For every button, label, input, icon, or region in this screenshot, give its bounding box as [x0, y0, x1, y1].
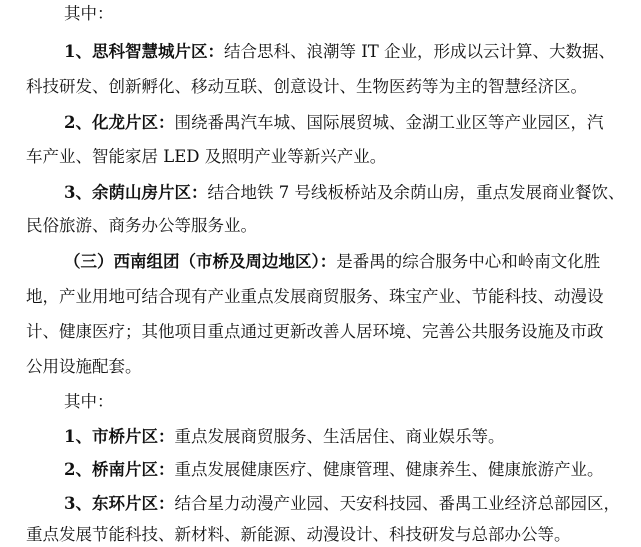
item-text: 民俗旅游、商务办公等服务业。 — [26, 216, 257, 235]
item-label: 3、东环片区： — [64, 494, 175, 513]
item-label: 2、桥南片区： — [64, 460, 175, 479]
intro-text: 其中： — [64, 392, 114, 411]
item-text: 科技研发、创新孵化、移动互联、创意设计、生物医药等为主的智慧经济区。 — [26, 77, 587, 96]
item-label: 1、思科智慧城片区： — [64, 42, 224, 61]
section-heading: （三）西南组团（市桥及周边地区）： — [64, 252, 337, 271]
item-label: 1、市桥片区： — [64, 427, 175, 446]
section-line — [26, 285, 604, 309]
item-line — [64, 111, 603, 135]
intro-text: 其中： — [64, 4, 114, 23]
section-text: 公用设施配套。 — [26, 357, 142, 376]
item-text: 结合地铁 7 号线板桥站及余荫山房，重点发展商业餐饮、 — [207, 183, 625, 202]
item-text: 结合星力动漫产业园、天安科技园、番禺工业经济总部园区， — [174, 494, 620, 513]
item-line — [64, 492, 620, 516]
item-line — [64, 425, 504, 449]
section-line — [26, 320, 604, 344]
item-line — [26, 214, 257, 238]
item-line — [26, 523, 571, 547]
item-text: 结合思科、浪潮等 IT 企业，形成以云计算、大数据、 — [223, 42, 615, 61]
item-text: 围绕番禺汽车城、国际展贸城、金湖工业区等产业园区，汽 — [174, 113, 604, 132]
item-text: 重点发展商贸服务、生活居住、商业娱乐等。 — [174, 427, 505, 446]
section-text: 地，产业用地可结合现有产业重点发展商贸服务、珠宝产业、节能科技、动漫设 — [26, 287, 604, 306]
section-text: 计、健康医疗；其他项目重点通过更新改善人居环境、完善公共服务设施及市政 — [26, 322, 604, 341]
intro-line — [64, 2, 114, 26]
item-line — [26, 145, 386, 169]
item-text: 车产业、智能家居 LED 及照明产业等新兴产业。 — [26, 147, 387, 166]
item-label: 3、余荫山房片区： — [64, 183, 208, 202]
item-text: 重点发展节能科技、新材料、新能源、动漫设计、科技研发与总部办公等。 — [26, 525, 571, 544]
section-text: 是番禺的综合服务中心和岭南文化胜 — [336, 252, 601, 271]
section-line — [26, 355, 142, 379]
item-line — [26, 75, 587, 99]
section-line — [64, 250, 600, 274]
item-label: 2、化龙片区： — [64, 113, 175, 132]
item-line — [64, 458, 603, 482]
item-line — [64, 40, 615, 64]
item-line — [64, 181, 624, 205]
intro-line — [64, 390, 114, 414]
item-text: 重点发展健康医疗、健康管理、健康养生、健康旅游产业。 — [174, 460, 604, 479]
